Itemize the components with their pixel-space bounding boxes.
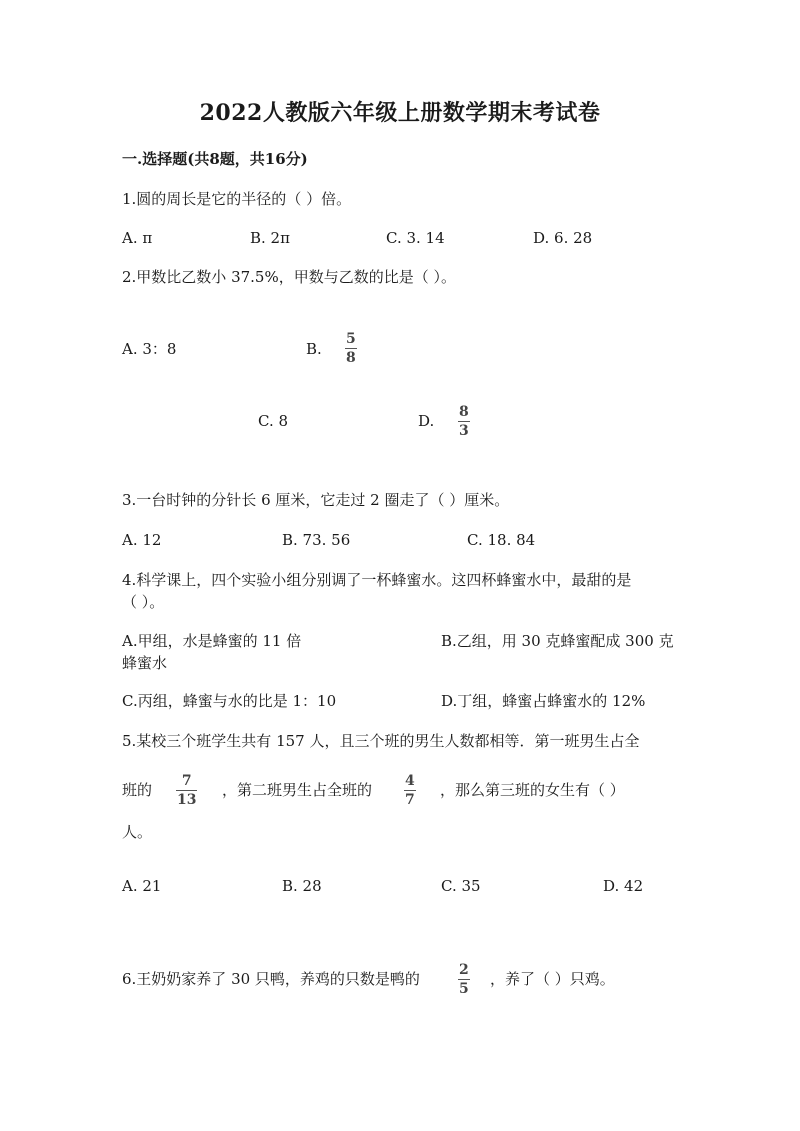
question-2-option-a: A. 3：8 bbox=[122, 340, 177, 358]
question-4-option-b-line-2: 蜂蜜水 bbox=[122, 654, 168, 672]
question-1-option-a: A. π bbox=[122, 229, 153, 247]
question-3-stem: 3.一台时钟的分针长 6 厘米，它走过 2 圈走了（ ）厘米。 bbox=[122, 491, 510, 509]
fraction-numerator: 2 bbox=[459, 962, 469, 978]
question-3-option-c: C. 18. 84 bbox=[467, 531, 536, 549]
fraction-denominator: 8 bbox=[346, 350, 356, 366]
fraction-bar bbox=[458, 421, 470, 422]
fraction-numerator: 4 bbox=[405, 773, 415, 789]
fraction-denominator: 5 bbox=[459, 981, 469, 997]
fraction-bar bbox=[404, 790, 416, 791]
question-5-text-4: 人。 bbox=[122, 823, 153, 841]
question-6-text-2: ，养了（ ）只鸡。 bbox=[490, 970, 615, 988]
section-heading: 一.选择题(共8题，共16分) bbox=[122, 150, 308, 168]
fraction-numerator: 8 bbox=[459, 404, 469, 420]
fraction-denominator: 7 bbox=[405, 792, 415, 808]
question-1-stem: 1.圆的周长是它的半径的（ ）倍。 bbox=[122, 190, 352, 208]
question-4-option-a: A.甲组，水是蜂蜜的 11 倍 bbox=[122, 632, 302, 650]
question-5-option-a: A. 21 bbox=[122, 877, 162, 895]
fraction-numerator: 5 bbox=[346, 331, 356, 347]
question-2-option-b-fraction bbox=[345, 331, 357, 366]
fraction-bar bbox=[176, 790, 197, 791]
question-2-stem: 2.甲数比乙数小 37.5%，甲数与乙数的比是（ ）。 bbox=[122, 268, 457, 286]
fraction-denominator: 13 bbox=[177, 792, 197, 808]
fraction-denominator: 3 bbox=[459, 423, 469, 439]
question-2-option-b-label: B. bbox=[306, 340, 322, 358]
question-5-fraction-1 bbox=[176, 773, 197, 808]
question-2-option-c: C. 8 bbox=[258, 412, 289, 430]
question-1-option-c: C. 3. 14 bbox=[386, 229, 445, 247]
question-2-option-d-fraction bbox=[458, 404, 470, 439]
question-1-option-b: B. 2π bbox=[250, 229, 290, 247]
question-5-option-b: B. 28 bbox=[282, 877, 322, 895]
question-5-option-c: C. 35 bbox=[441, 877, 481, 895]
fraction-bar bbox=[345, 348, 357, 349]
question-6-fraction bbox=[458, 962, 470, 997]
question-4-option-d: D.丁组，蜂蜜占蜂蜜水的 12% bbox=[441, 692, 646, 710]
question-3-option-a: A. 12 bbox=[122, 531, 162, 549]
question-5-stem-line-1: 5.某校三个班学生共有 157 人，且三个班的男生人数都相等．第一班男生占全 bbox=[122, 732, 640, 750]
question-4-option-c: C.丙组，蜂蜜与水的比是 1：10 bbox=[122, 692, 337, 710]
question-4-option-b-line-1: B.乙组，用 30 克蜂蜜配成 300 克 bbox=[441, 632, 674, 650]
question-5-text-3: ，那么第三班的女生有（ ） bbox=[440, 781, 625, 799]
question-3-option-b: B. 73. 56 bbox=[282, 531, 351, 549]
question-5-text-2: ，第二班男生占全班的 bbox=[222, 781, 373, 799]
question-2-option-d-label: D. bbox=[418, 412, 435, 430]
question-5-option-d: D. 42 bbox=[603, 877, 644, 895]
question-5-text-1: 班的 bbox=[122, 781, 153, 799]
exam-title: 2022人教版六年级上册数学期末考试卷 bbox=[199, 100, 601, 126]
question-4-stem-line-1: 4.科学课上，四个实验小组分别调了一杯蜂蜜水。这四杯蜂蜜水中，最甜的是 bbox=[122, 571, 632, 589]
question-6-text-1: 6.王奶奶家养了 30 只鸭，养鸡的只数是鸭的 bbox=[122, 970, 420, 988]
question-4-stem-line-2: （ ）。 bbox=[122, 593, 165, 611]
question-5-fraction-2 bbox=[404, 773, 416, 808]
question-1-option-d: D. 6. 28 bbox=[533, 229, 593, 247]
fraction-numerator: 7 bbox=[181, 773, 192, 789]
fraction-bar bbox=[458, 979, 470, 980]
